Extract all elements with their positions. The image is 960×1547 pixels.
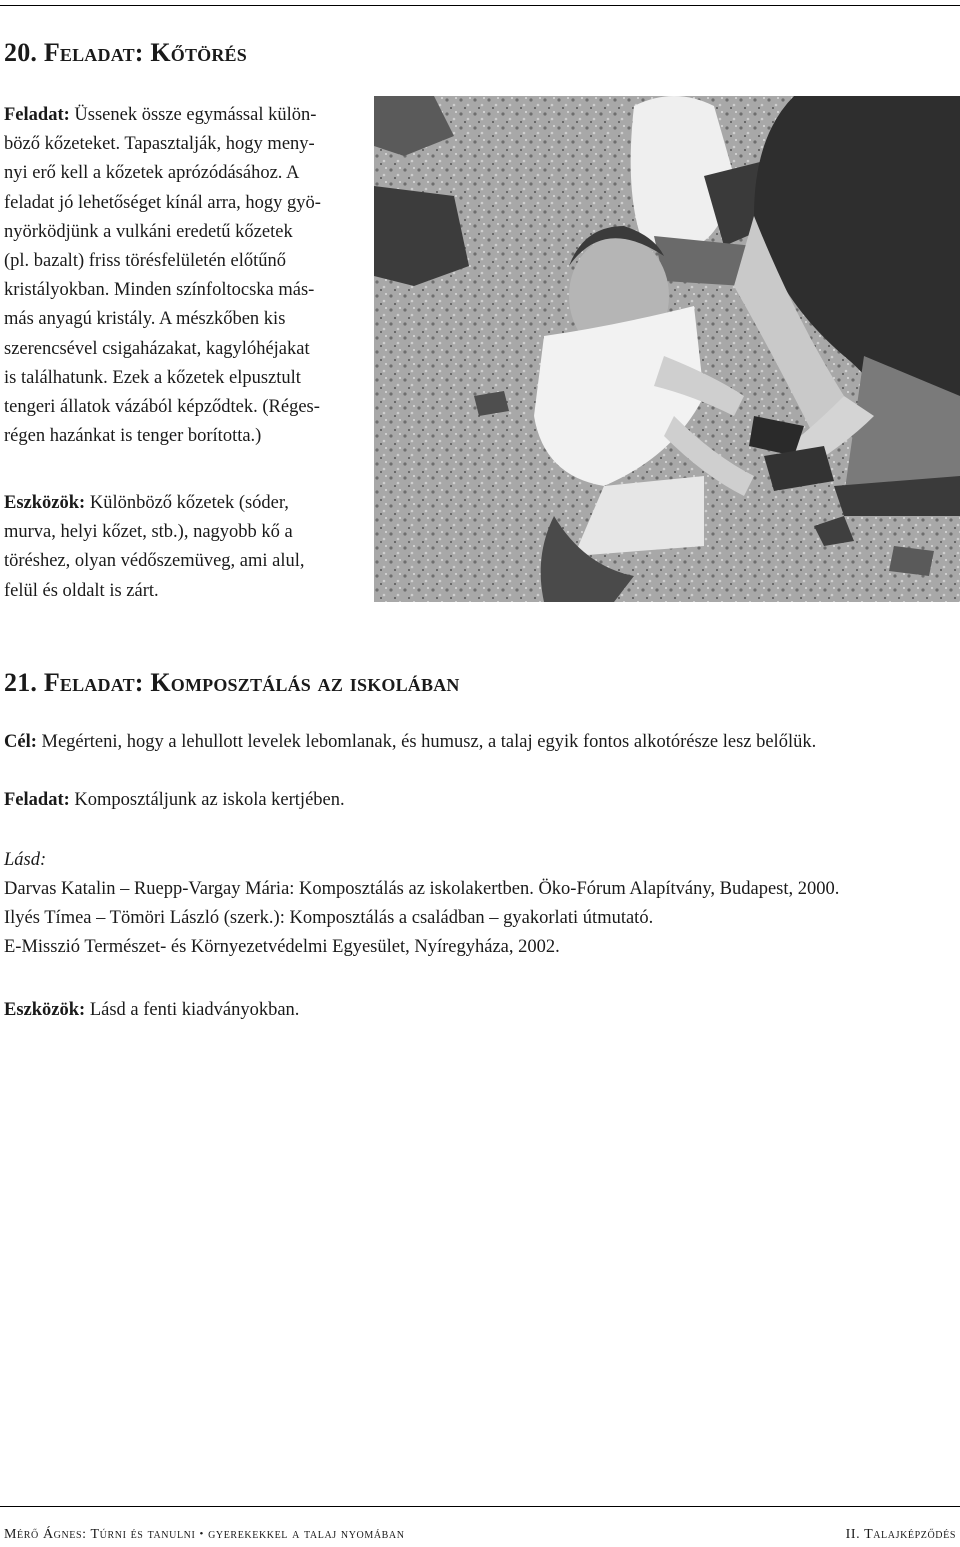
task-line: más anyagú kristály. A mészkőben kis [4, 309, 286, 330]
section-20-task [4, 101, 349, 451]
task-line: szerencsével csigaházakat, kagylóhéjakat [4, 338, 310, 359]
footer-author-title: Mérő Ágnes: Túrni és tanulni [4, 1527, 196, 1542]
section-21-references [4, 846, 954, 962]
footer-rule [0, 1506, 960, 1507]
reference-item: E-Misszió Természet- és Környezetvédelmi Egyesület, Nyíregyháza, 2002. [4, 937, 560, 957]
rock-breaking-photo [374, 96, 960, 602]
goal-label: Cél: [4, 732, 37, 752]
footer-chapter: II. Talajképződés [845, 1527, 956, 1542]
section-20-title: Feladat: Kőtörés [43, 38, 247, 67]
task-line: (pl. bazalt) friss törésfelületén előtűnő [4, 251, 287, 272]
task-line: böző kőzeteket. Tapasztalják, hogy meny- [4, 134, 315, 155]
footer-subtitle: gyerekekkel a talaj nyomában [208, 1527, 405, 1542]
task-label: Feladat: [4, 790, 70, 810]
task-line: is találhatunk. Ezek a kőzetek elpusztult [4, 367, 301, 388]
section-21-number: 21. [4, 668, 38, 697]
section-20-heading [4, 38, 247, 68]
section-21-goal [4, 728, 954, 757]
section-21-task [4, 786, 954, 815]
task-line: tengeri állatok vázából képződtek. (Réges- [4, 397, 320, 418]
tools-line: töréshez, olyan védőszemüveg, ami alul, [4, 551, 305, 572]
section-20-number: 20. [4, 38, 38, 67]
tools-label: Eszközök: [4, 493, 86, 513]
section-21-title: Feladat: Komposztálás az iskolában [43, 668, 460, 697]
tools-line: murva, helyi kőzet, stb.), nagyobb kő a [4, 522, 293, 543]
section-20-body [4, 101, 349, 451]
reference-item: Ilyés Tímea – Tömöri László (szerk.): Komposztálás a családban – gyakorlati útmutató. [4, 908, 654, 928]
task-line: Üssenek össze egymással külön- [74, 105, 317, 125]
task-line: feladat jó lehetőséget kínál arra, hogy gyö- [4, 192, 321, 213]
task-line: nyörködjünk a vulkáni eredetű kőzetek [4, 221, 293, 242]
goal-text: Megérteni, hogy a lehullott levelek lebomlanak, és humusz, a talaj egyik fontos alkotórésze lesz belőlük. [41, 732, 817, 752]
tools-line: felül és oldalt is zárt. [4, 580, 159, 601]
task-label: Feladat: [4, 105, 70, 125]
section-20-tools [4, 489, 349, 606]
task-line: régen hazánkat is tenger borította.) [4, 426, 262, 447]
task-line: kristályokban. Minden színfoltocska más- [4, 280, 315, 301]
tools-label: Eszközök: [4, 1000, 86, 1020]
tools-line: Különböző kőzetek (sóder, [89, 493, 289, 513]
tools-text: Lásd a fenti kiadványokban. [89, 1000, 300, 1020]
task-line: nyi erő kell a kőzetek aprózódásához. A [4, 163, 300, 184]
photo-illustration [374, 96, 960, 602]
section-21-tools [4, 996, 954, 1025]
see-label: Lásd: [4, 850, 47, 870]
reference-item: Darvas Katalin – Ruepp-Vargay Mária: Komposztálás az iskolakertben. Öko-Fórum Alapítvány, Budapest, 2000. [4, 879, 840, 899]
task-text: Komposztáljunk az iskola kertjében. [74, 790, 345, 810]
footer-left [4, 1527, 405, 1543]
section-21-heading [4, 668, 460, 698]
top-rule [0, 5, 960, 6]
footer-bullet: • [199, 1528, 204, 1540]
